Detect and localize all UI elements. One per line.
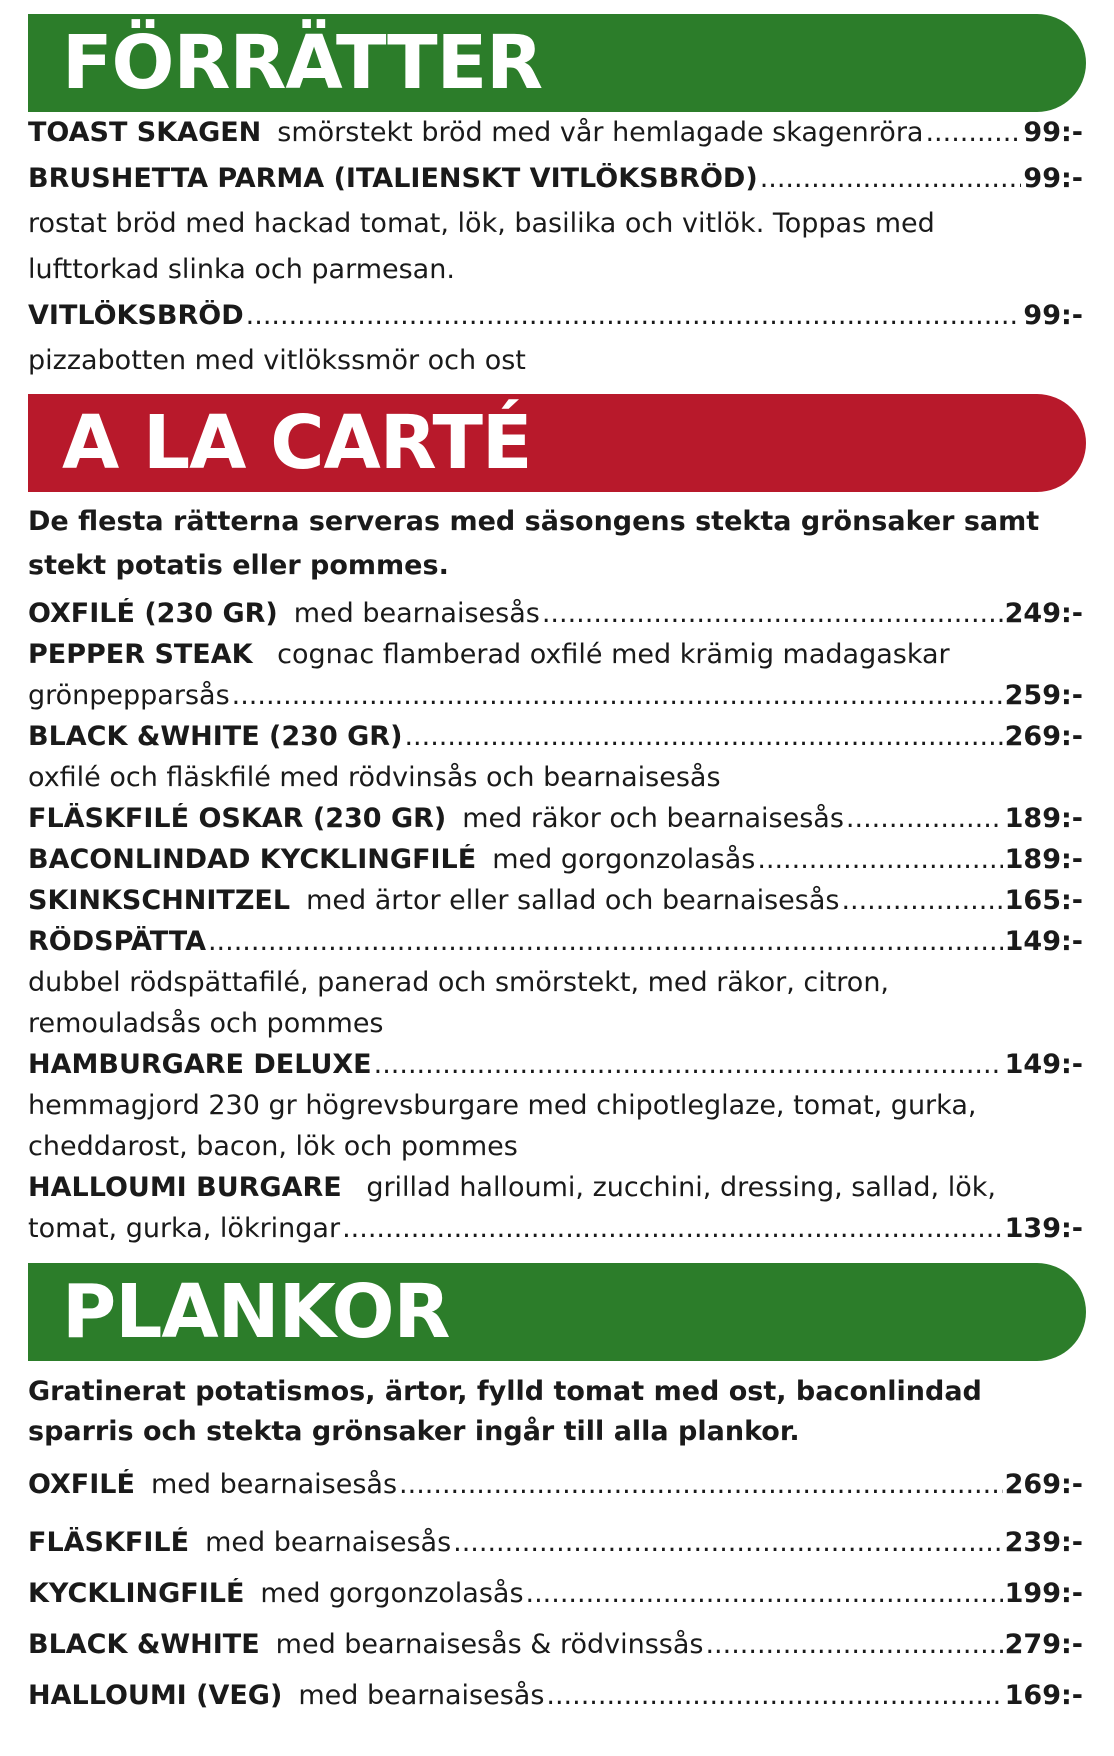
item-name: TOAST SKAGEN [28, 117, 262, 148]
menu-item-pepper-steak-cont [28, 680, 1083, 712]
dot-leader [374, 1049, 1003, 1081]
item-description: remouladsås och pommes [28, 1008, 384, 1039]
item-name: BRUSHETTA PARMA (ITALIENSKT VITLÖKSBRÖD) [28, 163, 758, 194]
menu-item-skinkschnitzel [28, 885, 1083, 917]
item-description: tomat, gurka, lökringar [28, 1213, 341, 1244]
dot-leader [760, 163, 1022, 195]
dot-leader [841, 885, 1002, 917]
dot-leader [342, 1213, 1003, 1245]
item-price: 149:- [1004, 926, 1083, 957]
dot-leader [846, 803, 1003, 835]
item-description: dubbel rödspättafilé, panerad och smörstekt, med räkor, citron, [28, 967, 890, 998]
item-description: oxfilé och fläskfilé med rödvinsås och bearnaisesås [28, 762, 721, 793]
item-name: HALLOUMI BURGARE [28, 1172, 342, 1203]
item-name: HAMBURGARE DELUXE [28, 1049, 372, 1080]
item-description: lufttorkad slinka och parmesan. [28, 254, 455, 285]
item-description: hemmagjord 230 gr högrevsburgare med chipotleglaze, tomat, gurka, [28, 1090, 977, 1121]
dot-leader [453, 1527, 1002, 1559]
item-description: grillad halloumi, zucchini, dressing, sallad, lök, [366, 1172, 996, 1203]
item-description: med räkor och bearnaisesås [462, 803, 844, 834]
menu-item-vitloksbrod [28, 300, 1083, 332]
item-description: med bearnaisesås [205, 1527, 452, 1558]
item-price: 99:- [1023, 163, 1083, 194]
menu-item-plank-oxfile [28, 1469, 1083, 1501]
item-name: FLÄSKFILÉ OSKAR (230 GR) [28, 803, 447, 834]
item-name: HALLOUMI (VEG) [28, 1680, 283, 1711]
item-name: OXFILÉ (230 GR) [28, 598, 278, 629]
menu-item-flaskfile-oskar [28, 803, 1083, 835]
section-banner-a-la-carte: A LA CARTÉ [28, 394, 1086, 492]
item-price: 279:- [1004, 1629, 1083, 1660]
item-description: rostat bröd med hackad tomat, lök, basilika och vitlök. Toppas med [28, 208, 935, 239]
dot-leader [925, 117, 1021, 149]
menu-item-halloumi-burgare [28, 1172, 1083, 1204]
item-name: BLACK &WHITE [28, 1629, 260, 1660]
item-description: med bearnaisesås [293, 598, 540, 629]
dot-leader [232, 680, 1003, 712]
item-name: SKINKSCHNITZEL [28, 885, 291, 916]
item-price: 199:- [1004, 1578, 1083, 1609]
menu-item-pepper-steak [28, 639, 1083, 671]
dot-leader [404, 721, 1002, 753]
dot-leader [542, 598, 1003, 630]
menu-item-plank-kycklingfile [28, 1578, 1083, 1610]
item-name: KYCKLINGFILÉ [28, 1578, 245, 1609]
item-price: 99:- [1023, 300, 1083, 331]
section-intro: De flesta rätterna serveras med säsongens stekta grönsaker samt stekt potatis eller pommes. [28, 506, 1040, 581]
dot-leader [399, 1469, 1003, 1501]
item-price: 169:- [1004, 1680, 1083, 1711]
item-name: BACONLINDAD KYCKLINGFILÉ [28, 844, 477, 875]
item-description: cheddarost, bacon, lök och pommes [28, 1131, 518, 1162]
dot-leader [546, 1680, 1002, 1712]
menu-item-rodspatta [28, 926, 1083, 958]
item-name: VITLÖKSBRÖD [28, 300, 244, 331]
item-description: med bearnaisesås [150, 1469, 398, 1500]
menu-item-hamburgare-deluxe [28, 1049, 1083, 1081]
item-description: med bearnaisesås & rödvinssås [275, 1629, 704, 1660]
item-price: 239:- [1004, 1527, 1083, 1558]
item-price: 99:- [1023, 117, 1083, 148]
menu-item-plank-halloumi [28, 1680, 1083, 1712]
dot-leader [208, 926, 1003, 958]
menu-item-halloumi-burgare-cont [28, 1213, 1083, 1245]
item-name: BLACK &WHITE (230 GR) [28, 721, 403, 752]
menu-item-oxfile [28, 598, 1083, 630]
item-description: pizzabotten med vitlökssmör och ost [28, 345, 526, 376]
section-intro: Gratinerat potatismos, ärtor, fylld tomat med ost, baconlindad sparris och stekta grönsaker ingår till alla plankor. [28, 1376, 982, 1447]
dot-leader [757, 844, 1002, 876]
menu-item-baconlindad-kycklingfile [28, 844, 1083, 876]
section-banner-forratter: FÖRRÄTTER [28, 14, 1086, 112]
item-price: 269:- [1004, 721, 1083, 752]
dot-leader [526, 1578, 1003, 1610]
dot-leader [705, 1629, 1002, 1661]
item-name: PEPPER STEAK [28, 639, 253, 670]
item-description: med gorgonzolasås [492, 844, 756, 875]
item-name: OXFILÉ [28, 1469, 135, 1500]
item-price: 189:- [1004, 803, 1083, 834]
item-description: med bearnaisesås [298, 1680, 545, 1711]
menu-item-toast-skagen [28, 117, 1083, 149]
item-description: grönpepparsås [28, 680, 230, 711]
item-description: smörstekt bröd med vår hemlagade skagenröra [277, 117, 924, 148]
item-name: RÖDSPÄTTA [28, 926, 206, 957]
item-name: FLÄSKFILÉ [28, 1527, 190, 1558]
item-price: 259:- [1004, 680, 1083, 711]
item-price: 139:- [1004, 1213, 1083, 1244]
item-description: med gorgonzolasås [260, 1578, 524, 1609]
item-description: med ärtor eller sallad och bearnaisesås [306, 885, 840, 916]
item-description: cognac flamberad oxfilé med krämig madagaskar [277, 639, 950, 670]
dot-leader [246, 300, 1022, 332]
menu-item-black-white [28, 721, 1083, 753]
item-price: 189:- [1004, 844, 1083, 875]
item-price: 149:- [1004, 1049, 1083, 1080]
item-price: 269:- [1004, 1469, 1083, 1500]
item-price: 165:- [1004, 885, 1083, 916]
menu-item-plank-black-white [28, 1629, 1083, 1661]
menu-item-plank-flaskfile [28, 1527, 1083, 1559]
menu-item-brushetta-parma [28, 163, 1083, 195]
section-banner-plankor: PLANKOR [28, 1263, 1086, 1361]
item-price: 249:- [1004, 598, 1083, 629]
